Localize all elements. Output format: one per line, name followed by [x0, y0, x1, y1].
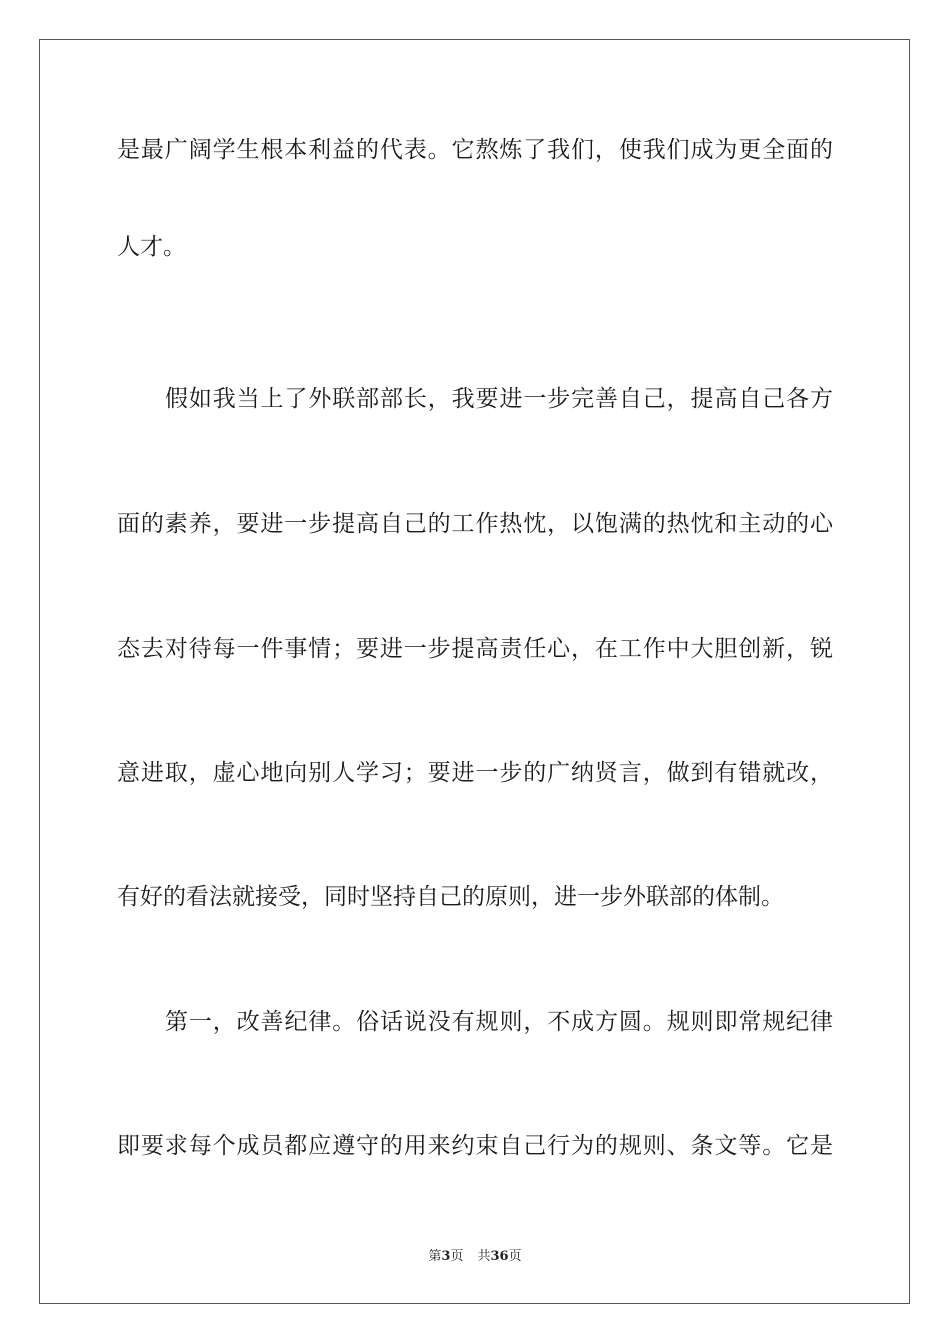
body-text-line: 意进取，虚心地向别人学习；要进一步的广纳贤言，做到有错就改，	[117, 760, 833, 786]
body-text-line: 态去对待每一件事情；要进一步提高责任心，在工作中大胆创新，锐	[117, 636, 833, 662]
total-pages: 36	[490, 1249, 509, 1264]
page-footer	[0, 1245, 950, 1264]
body-text-line: 面的素养，要进一步提高自己的工作热忱，以饱满的热忱和主动的心	[117, 511, 833, 537]
body-text-line: 即要求每个成员都应遵守的用来约束自己行为的规则、条文等。它是	[117, 1133, 833, 1159]
page-label-suffix: 页	[450, 1249, 464, 1264]
page-number: 3	[441, 1249, 451, 1264]
paragraph-first-line: 第一，改善纪律。俗话说没有规则，不成方圆。规则即常规纪律	[165, 1009, 833, 1035]
total-label-prefix: 共	[477, 1249, 491, 1264]
page-label-prefix: 第	[428, 1249, 442, 1264]
body-text-line: 有好的看法就接受，同时坚持自己的原则，进一步外联部的体制。	[117, 884, 784, 910]
total-label-suffix: 页	[508, 1249, 522, 1264]
body-text-line: 是最广阔学生根本利益的代表。它熬炼了我们，使我们成为更全面的	[117, 137, 833, 163]
paragraph-first-line: 假如我当上了外联部部长，我要进一步完善自己，提高自己各方	[165, 386, 833, 412]
body-text-line: 人才。	[117, 234, 186, 260]
